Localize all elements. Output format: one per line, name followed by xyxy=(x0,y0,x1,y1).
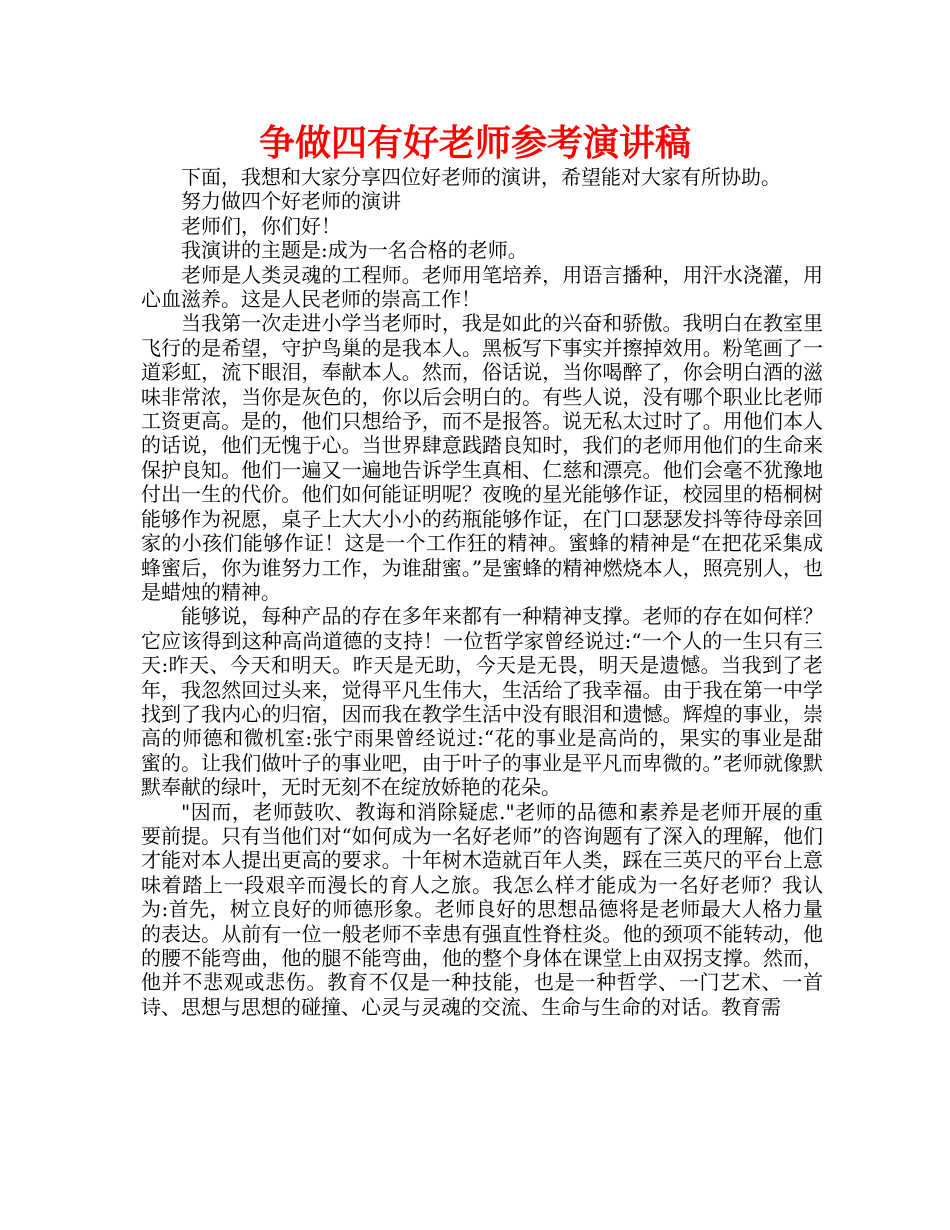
paragraph-theme: 我演讲的主题是:成为一名合格的老师。 xyxy=(181,238,528,263)
paragraph-first-day: 当我第一次走进小学当老师时，我是如此的兴奋和骄傲。我明白在教室里飞行的是希望，守护鸟巢的是我本人。黑板写下事实并擦掉效用。粉笔画了一道彩虹，流下眼泪，奉献本人。然而，俗话说，当你喝醉了，你会明白酒的滋味非常浓，当你是灰色的，你以后会明白的。有些人说，没有哪个职业比老师工资更高。是的，他们只想给予，而不是报答。说无私太过时了。用他们本人的话说，他们无愧于心。当世界肆意践踏良知时，我们的老师用他们的生命来保护良知。他们一遍又一遍地告诉学生真相、仁慈和漂亮。他们会毫不犹豫地付出一生的代价。他们如何能证明呢？夜晚的星光能够作证，校园里的梧桐树能够作为祝愿，桌子上大大小小的药瓶能够作证，在门口瑟瑟发抖等待母亲回家的小孩们能够作证！这是一个工作狂的精神。蜜蜂的精神是“在把花采集成蜂蜜后，你为谁努力工作，为谁甜蜜。”是蜜蜂的精神燃烧本人，照亮别人，也是蜡烛的精神。 xyxy=(141,311,823,604)
paragraph-intro: 下面，我想和大家分享四位好老师的演讲，希望能对大家有所协助。 xyxy=(181,165,781,189)
paragraph-engineer: 老师是人类灵魂的工程师。老师用笔培养，用语言播种，用汗水浇灌，用心血滋养。这是人民老师的崇高工作！ xyxy=(141,262,823,312)
paragraph-spirit: 能够说，每种产品的存在多年来都有一种精神支撑。老师的存在如何样？它应该得到这种高尚道德的支持！一位哲学家曾经说过:“一个人的一生只有三天:昨天、今天和明天。昨天是无助，今天是无畏，明天是遗憾。当我到了老年，我忽然回过头来，觉得平凡生伟大，生活给了我幸福。由于我在第一中学找到了我内心的归宿，因而我在教学生活中没有眼泪和遗憾。辉煌的事业，崇高的师德和微机室:张宁雨果曾经说过:“花的事业是高尚的，果实的事业是甜蜜的。让我们做叶子的事业吧，由于叶子的事业是平凡而卑微的。”老师就像默默奉献的绿叶，无时无刻不在绽放娇艳的花朵。 xyxy=(141,604,823,800)
paragraph-good-teacher: "因而，老师鼓吹、教诲和消除疑虑."老师的品德和素养是老师开展的重要前提。只有当他们对“如何成为一名好老师”的咨询题有了深入的理解，他们才能对本人提出更高的要求。十年树木造就百年人类，踩在三英尺的平台上意味着踏上一段艰辛而漫长的育人之旅。我怎么样才能成为一名好老师？我认为:首先，树立良好的师德形象。老师良好的思想品德将是老师最大人格力量的表达。从前有一位一般老师不幸患有强直性脊柱炎。他的颈项不能转动，他的腰不能弯曲，他的腿不能弯曲，他的整个身体在课堂上由双拐支撑。然而，他并不悲观或悲伤。教育不仅是一种技能，也是一种哲学、一门艺术、一首诗、思想与思想的碰撞、心灵与灵魂的交流、生命与生命的对话。教育需 xyxy=(141,799,823,1019)
document-body xyxy=(141,165,823,1019)
document-title: 争做四有好老师参考演讲稿 xyxy=(258,123,691,164)
paragraph-greeting: 老师们，你们好！ xyxy=(181,213,341,238)
paragraph-speech-heading: 努力做四个好老师的演讲 xyxy=(181,189,401,214)
